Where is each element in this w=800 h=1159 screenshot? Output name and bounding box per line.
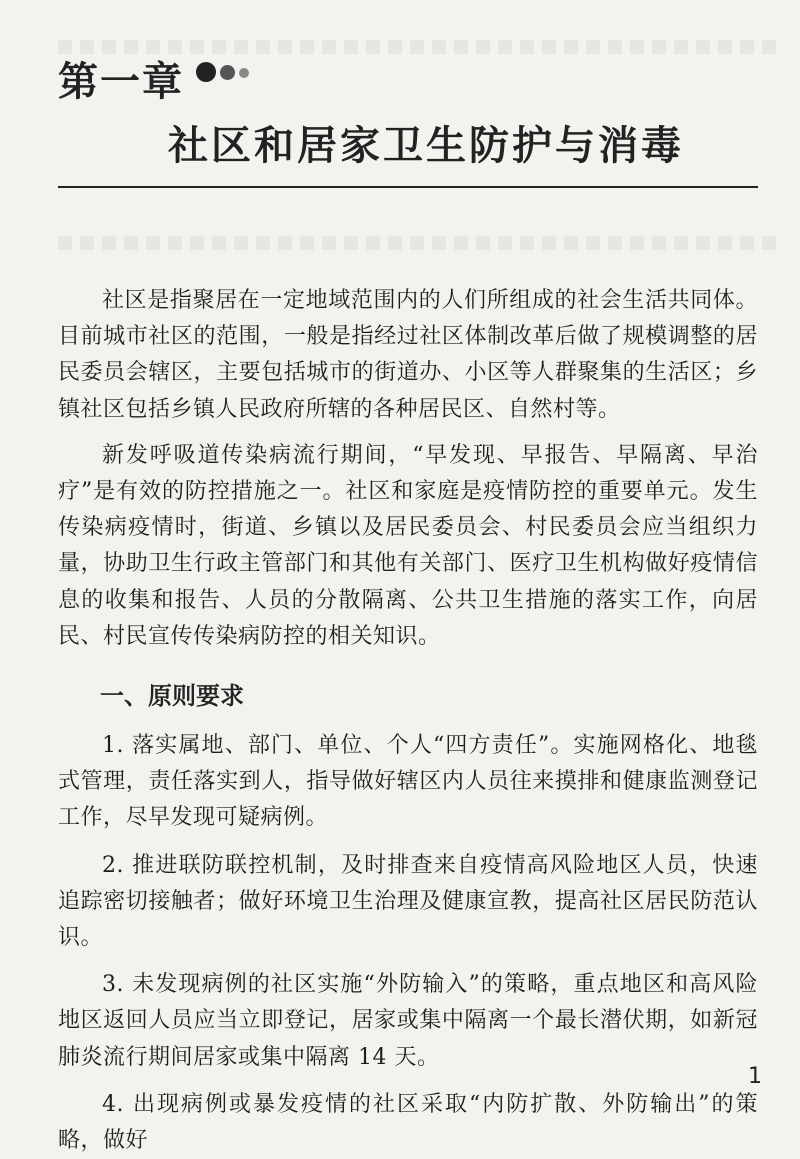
principles-list: [58, 728, 758, 1159]
list-item: 2. 推进联防联控机制，及时排查来自疫情高风险地区人员，快速追踪密切接触者；做好环境卫生治理及健康宣教，提高社区居民防范认识。: [58, 852, 758, 951]
page-number: 1: [748, 1064, 762, 1089]
list-item: 1. 落实属地、部门、单位、个人“四方责任”。实施网格化、地毯式管理，责任落实到人，指导做好辖区内人员往来摸排和健康监测登记工作，尽早发现可疑病例。: [58, 733, 758, 831]
chapter-title: 社区和居家卫生防护与消毒: [168, 123, 684, 169]
intro-paragraph: 新发呼吸道传染病流行期间，“早发现、早报告、早隔离、早治疗”是有效的防控措施之一。社区和家庭是疫情防控的重要单元。发生传染病疫情时，街道、乡镇以及居民委员会、村民委员会应当组织力量，协助卫生行政主管部门和其他有关部门、医疗卫生机构做好疫情信息的收集和报告、人员的分散隔离、公共卫生措施的落实工作，向居民、村民宣传传染病防控的相关知识。: [58, 442, 758, 649]
intro-paragraph: 社区是指聚居在一定地域范围内的人们所组成的社会生活共同体。目前城市社区的范围，一般是指经过社区体制改革后做了规模调整的居民委员会辖区，主要包括城市的街道办、小区等人群聚集的生活区；乡镇社区包括乡镇人民政府所辖的各种居民区、自然村等。: [58, 288, 758, 422]
list-item: 3. 未发现病例的社区实施“外防输入”的策略，重点地区和高风险地区返回人员应当立即登记，居家或集中隔离一个最长潜伏期，如新冠肺炎流行期间居家或集中隔离 14 天。: [58, 972, 758, 1070]
chapter-label: 第一章: [58, 59, 184, 105]
show-through: [58, 236, 778, 250]
list-item: 4. 出现病例或暴发疫情的社区采取“内防扩散、外防输出”的策略，做好: [58, 1091, 758, 1154]
intro-text: [58, 283, 758, 655]
title-rule: [58, 186, 758, 188]
section-heading: 一、原则要求: [100, 682, 244, 710]
